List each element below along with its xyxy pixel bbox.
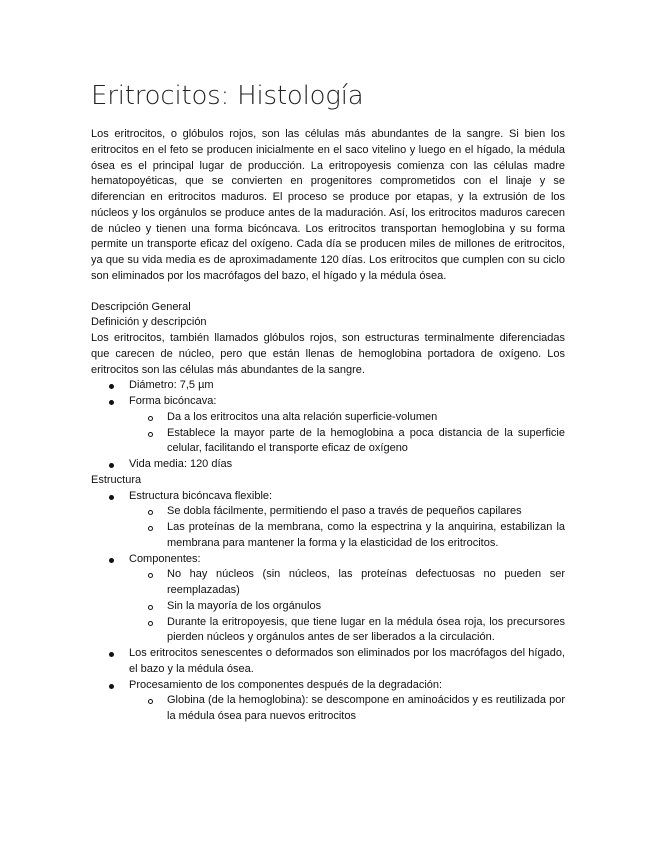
list-item: Durante la eritropoyesis, que tiene lugar en la médula ósea roja, los precursores pierden núcleos y orgánulos antes de ser liberados a la circulación.: [129, 615, 565, 647]
list-item-shape: [91, 394, 565, 457]
list-item-processing: [91, 678, 565, 725]
list-item-text: Componentes:: [129, 552, 201, 565]
components-sublist: [129, 567, 565, 646]
flexible-sublist: [129, 504, 565, 551]
definition-paragraph: Los eritrocitos, también llamados glóbulos rojos, son estructuras terminalmente diferenciadas que carecen de núcleo, pero que están llenas de hemoglobina portadora de oxígeno. Los eritrocitos son las células más abundantes de la sangre.: [91, 332, 565, 376]
list-item-text: Forma bicóncava:: [129, 395, 217, 407]
list-item-diameter: [91, 378, 565, 394]
list-item: Las proteínas de la membrana, como la espectrina y la anquirina, estabilizan la membrana para mantener la forma y la elasticidad de los eritrocitos.: [129, 520, 565, 552]
shape-sublist: [129, 410, 565, 457]
list-item: Establece la mayor parte de la hemoglobina a poca distancia de la superficie celular, facilitando el transporte eficaz de oxígeno: [129, 426, 565, 458]
list-item: Se dobla fácilmente, permitiendo el paso a través de pequeños capilares: [129, 504, 565, 520]
list-item-half-life: [91, 457, 565, 473]
list-item-text: Procesamiento de los componentes después de la degradación:: [129, 678, 443, 691]
list-item-text: Los eritrocitos senescentes o deformados son eliminados por los macrófagos del hígado, el bazo y la médula ósea.: [129, 647, 565, 675]
intro-paragraph: Los eritrocitos, o glóbulos rojos, son las células más abundantes de la sangre. Si bien los eritrocitos en el feto se producen inicialmente en el saco vitelino y luego en el hígado, la médula ósea es el principal lugar de producción. La eritropoyesis comienza con las células madre hematopoyéticas, que se convierten en progenitores comprometidos con el linaje y se diferencian en eritrocitos maduros. El proceso se produce por etapas, y la extrusión de los núcleos y los orgánulos se produce antes de la maduración. Así, los eritrocitos maduros carecen de núcleo y tienen una forma bicóncava. Los eritrocitos transportan hemoglobina y su forma permite un transporte eficaz del oxígeno. Cada día se producen miles de millones de eritrocitos, ya que su vida media es de aproximadamente 120 días. Los eritrocitos que cumplen con su ciclo son eliminados por los macrófagos del bazo, el hígado y la médula ósea.: [91, 128, 565, 282]
list-item-text: Estructura bicóncava flexible:: [129, 489, 273, 502]
section-heading-general: Descripción General: [91, 300, 191, 313]
list-item-text: Diámetro: 7,5 µm: [129, 379, 214, 392]
definition-list: [91, 378, 565, 473]
list-item: Sin la mayoría de los orgánulos: [129, 599, 565, 615]
list-item-senescent: [91, 646, 565, 678]
list-item-text: Vida media: 120 días: [129, 458, 233, 470]
list-item: Da a los eritrocitos una alta relación superficie-volumen: [129, 410, 565, 426]
list-item-components: [91, 552, 565, 647]
section-heading-structure: Estructura: [91, 473, 142, 486]
section-heading-definition: Definición y descripción: [91, 316, 207, 329]
page-title: Eritrocitos: Histología: [91, 81, 364, 111]
document-body: [91, 127, 565, 725]
list-item: No hay núcleos (sin núcleos, las proteínas defectuosas no pueden ser reemplazadas): [129, 567, 565, 599]
structure-list: [91, 489, 565, 725]
list-item: Globina (de la hemoglobina): se descompone en aminoácidos y es reutilizada por la médula ósea para nuevos eritrocitos: [129, 693, 565, 725]
list-item-flexible: [91, 489, 565, 552]
processing-sublist: [129, 693, 565, 725]
